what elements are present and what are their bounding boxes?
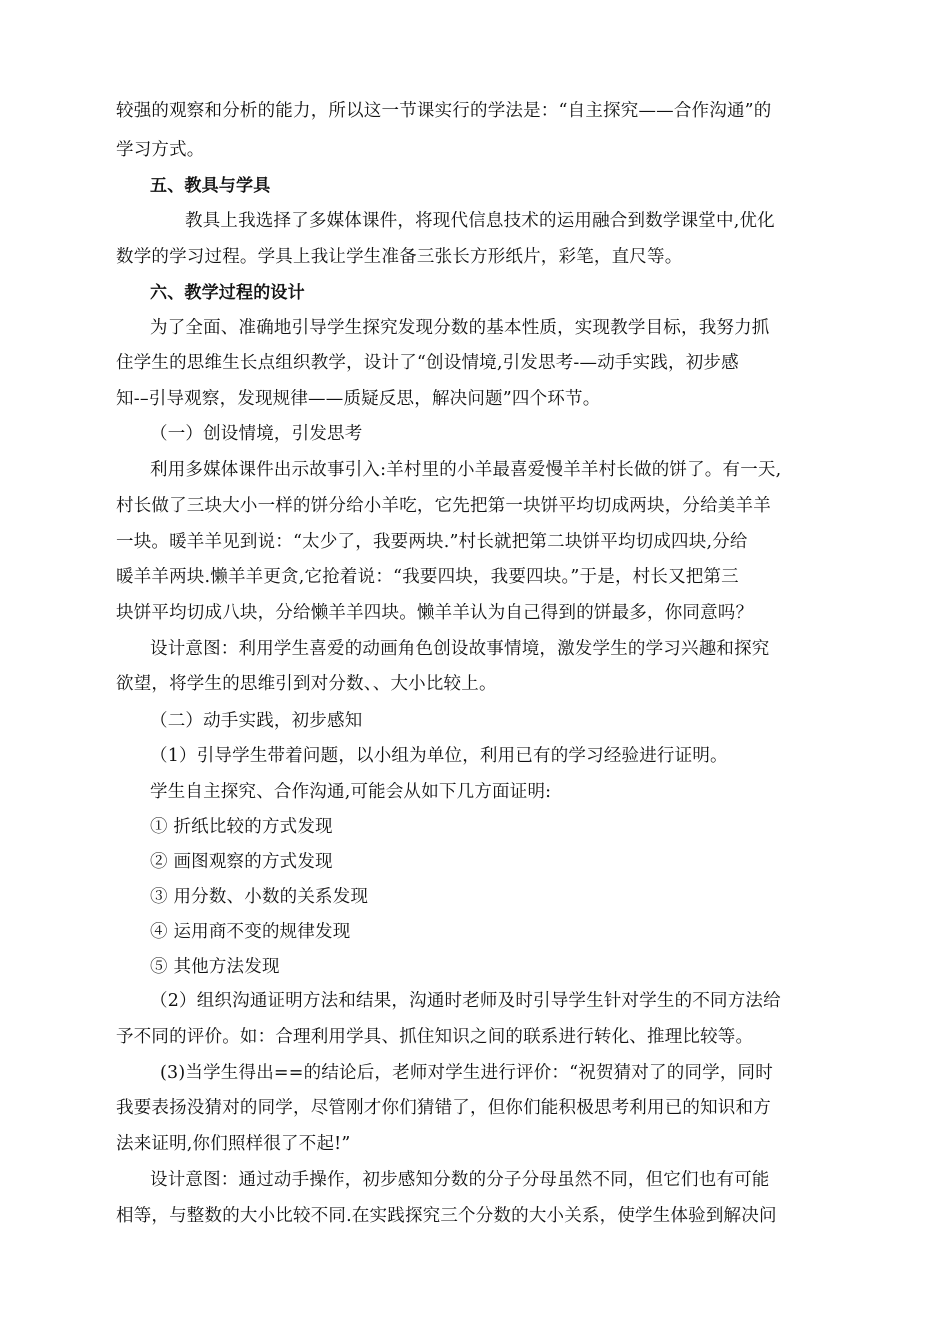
text-line: 相等，与整数的大小比较不同.在实践探究三个分数的大小关系，使学生体验到解决问 — [116, 1206, 777, 1226]
list-item: ③ 用分数、小数的关系发现 — [150, 887, 369, 907]
text-line: 学生自主探究、合作沟通,可能会从如下几方面证明: — [150, 782, 552, 802]
text-line: （1）引导学生带着问题，以小组为单位，利用已有的学习经验进行证明。 — [150, 746, 728, 766]
text-line: 我要表扬没猜对的同学，尽管刚才你们猜错了，但你们能积极思考利用已的知识和方 — [116, 1098, 771, 1118]
text-line: 数学的学习过程。学具上我让学生准备三张长方形纸片，彩笔，直尺等。 — [116, 247, 683, 267]
section-heading: 五、教具与学具 — [150, 176, 271, 196]
text-line: 块饼平均切成八块，分给懒羊羊四块。懒羊羊认为自己得到的饼最多，你同意吗？ — [116, 603, 754, 623]
list-item: ④ 运用商不变的规律发现 — [150, 922, 351, 942]
text-line: （2）组织沟通证明方法和结果，沟通时老师及时引导学生针对学生的不同方法给 — [150, 991, 781, 1011]
list-item: ⑤ 其他方法发现 — [150, 957, 280, 977]
section-heading: 六、教学过程的设计 — [150, 283, 305, 303]
text-line: 村长做了三块大小一样的饼分给小羊吃，它先把第一块饼平均切成两块，分给美羊羊 — [116, 496, 771, 516]
text-line: 住学生的思维生长点组织教学，设计了“创设情境,引发思考-—动手实践，初步感 — [116, 353, 739, 373]
text-line: 暖羊羊两块.懒羊羊更贪,它抢着说：“我要四块，我要四块。”于是，村长又把第三 — [116, 567, 739, 587]
text-line: 一块。暖羊羊见到说：“太少了，我要两块.”村长就把第二块饼平均切成四块,分给 — [116, 532, 748, 552]
text-line: 知-–引导观察，发现规律——质疑反思，解决问题”四个环节。 — [116, 389, 601, 409]
text-line: 欲望，将学生的思维引到对分数、、大小比较上。 — [116, 674, 497, 694]
text-line: 为了全面、准确地引导学生探究发现分数的基本性质，实现教学目标，我努力抓 — [150, 318, 770, 338]
text-line: 教具上我选择了多媒体课件，将现代信息技术的运用融合到数学课堂中,优化 — [185, 211, 775, 231]
text-line: 学习方式。 — [116, 140, 205, 160]
text-line: 予不同的评价。如：合理利用学具、抓住知识之间的联系进行转化、推理比较等。 — [116, 1027, 754, 1047]
text-line: 设计意图：通过动手操作，初步感知分数的分子分母虽然不同，但它们也有可能 — [150, 1170, 770, 1190]
text-line: (3)当学生得出==的结论后，老师对学生进行评价：“祝贺猜对了的同学，同时 — [160, 1063, 773, 1083]
text-line: 利用多媒体课件出示故事引入:羊村里的小羊最喜爱慢羊羊村长做的饼了。有一天, — [150, 460, 782, 480]
subsection-heading: （二）动手实践，初步感知 — [150, 711, 363, 731]
list-item: ① 折纸比较的方式发现 — [150, 817, 333, 837]
text-line: 法来证明,你们照样很了不起!” — [116, 1134, 351, 1154]
text-line: 较强的观察和分析的能力，所以这一节课实行的学法是：“自主探究——合作沟通”的 — [116, 101, 772, 121]
text-line: 设计意图：利用学生喜爱的动画角色创设故事情境，激发学生的学习兴趣和探究 — [150, 639, 770, 659]
list-item: ② 画图观察的方式发现 — [150, 852, 333, 872]
subsection-heading: （一）创设情境，引发思考 — [150, 424, 363, 444]
